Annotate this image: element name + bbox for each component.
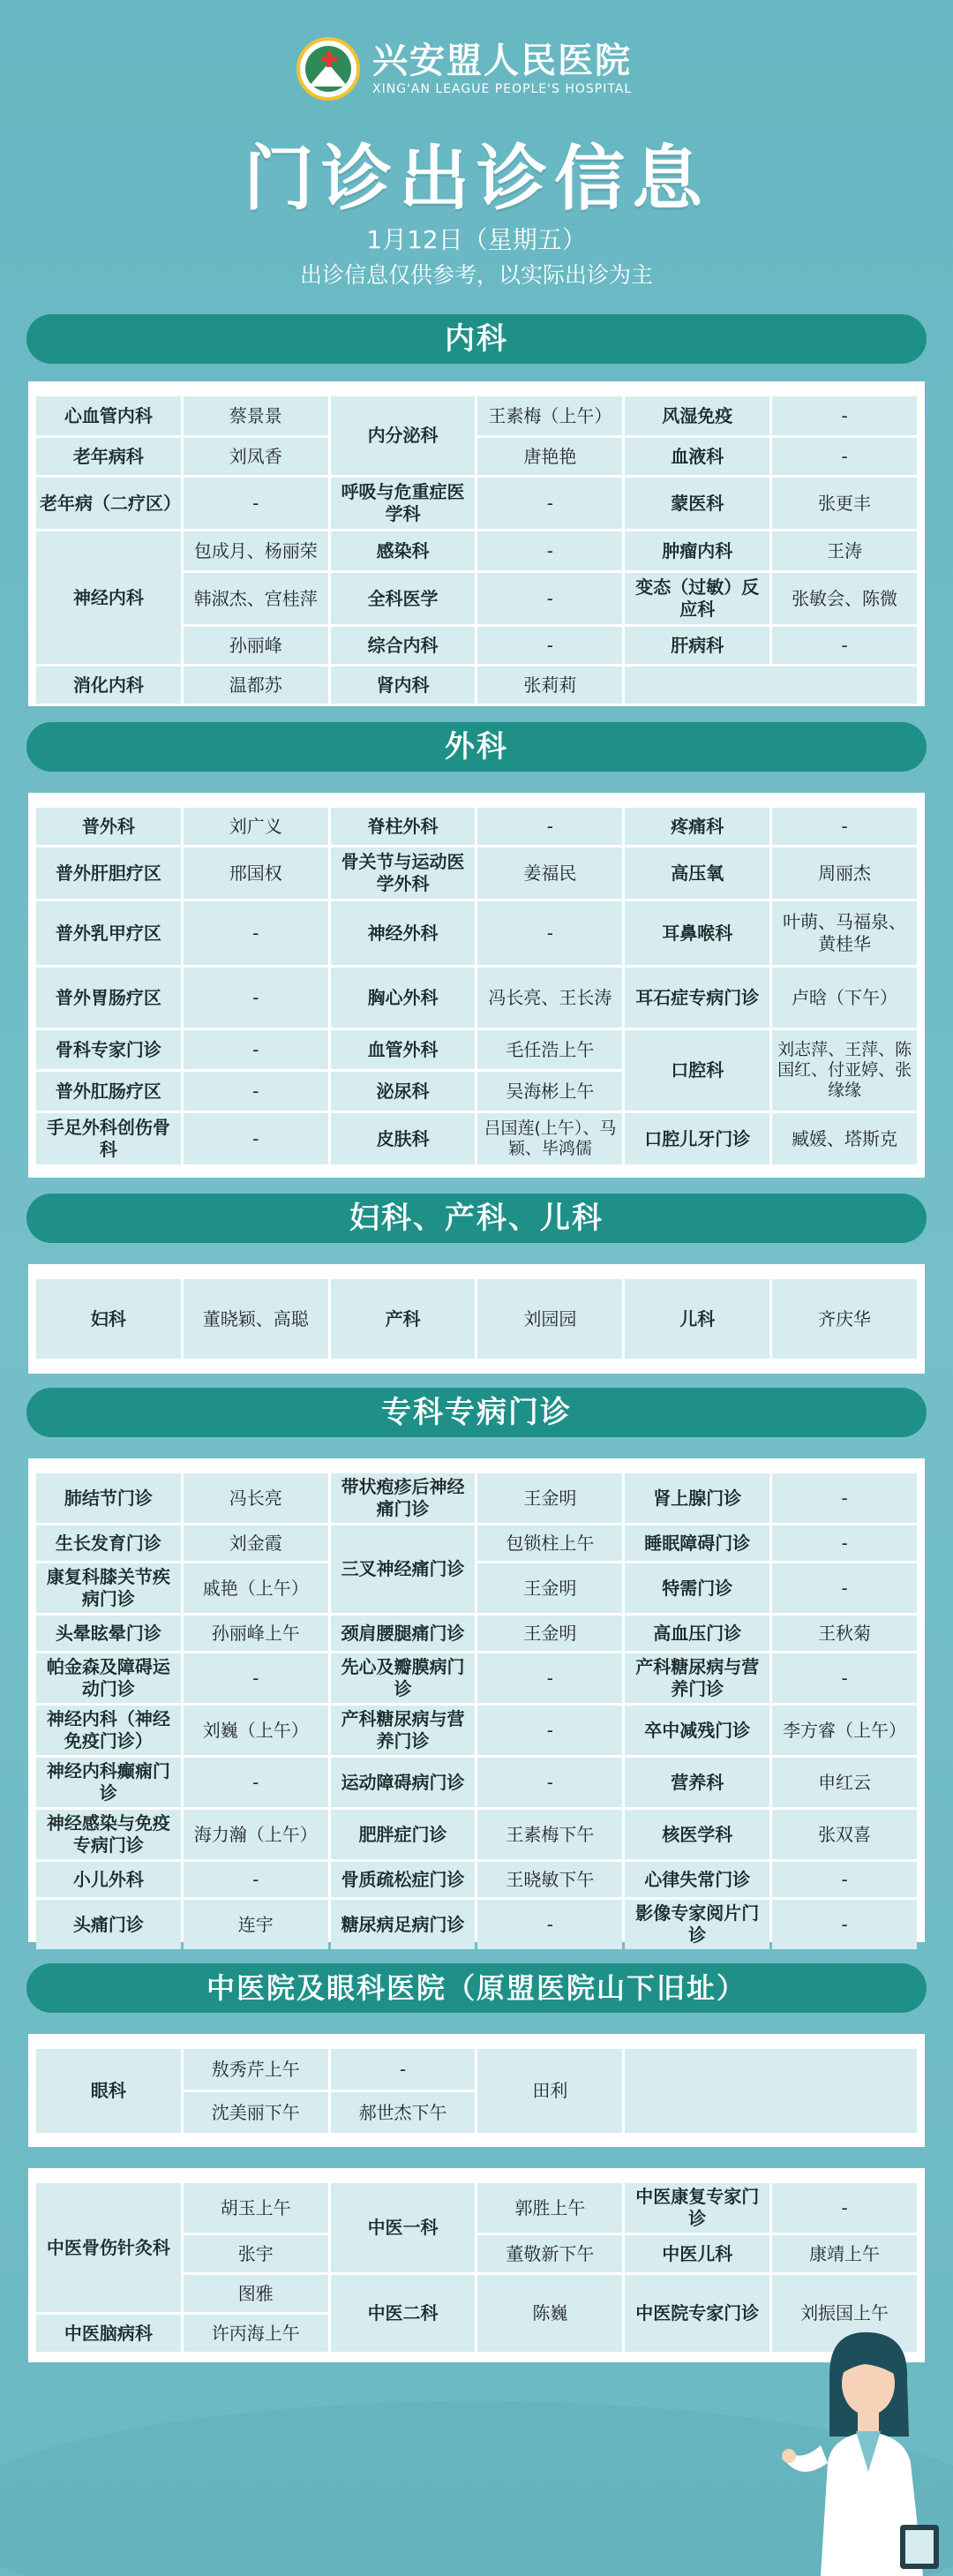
doctor-cell: 温都苏 [184, 667, 328, 704]
doctor-cell: - [477, 1900, 622, 1949]
doctor-cell: - [184, 968, 328, 1028]
dept-cell: 妇科 [36, 1279, 181, 1359]
dept-cell: 骨科专家门诊 [36, 1030, 181, 1069]
dept-cell: 特需门诊 [625, 1563, 769, 1613]
doctor-cell: - [184, 1072, 328, 1111]
dept-cell: 神经内科 [36, 531, 181, 664]
dept-cell: 糖尿病足病门诊 [331, 1900, 476, 1949]
dept-cell: 神经外科 [331, 901, 476, 965]
doctor-cell: - [772, 1563, 917, 1613]
dept-cell: 肥胖症门诊 [331, 1810, 476, 1859]
dept-cell: 蒙医科 [625, 478, 769, 529]
dept-cell: 产科糖尿病与营养门诊 [625, 1653, 769, 1703]
doctor-cell: 王素梅下午 [477, 1810, 622, 1859]
doctor-cell: 姜福民 [477, 847, 622, 899]
dept-cell: 消化内科 [36, 667, 181, 704]
doctor-cell: - [772, 808, 917, 845]
doctor-cell: 康靖上午 [772, 2235, 917, 2272]
dept-cell: 泌尿科 [331, 1072, 476, 1111]
doctor-cell: - [772, 396, 917, 435]
doctor-cell: - [772, 627, 917, 664]
doctor-cell: 刘凤香 [184, 438, 328, 475]
dept-cell: 老年病（二疗区） [36, 478, 181, 529]
hospital-logo-row [296, 34, 632, 104]
doctor-cell: 胡玉上午 [184, 2183, 328, 2233]
dept-cell: 影像专家阅片门诊 [625, 1900, 769, 1949]
doctor-cell: 臧媛、塔斯克 [772, 1113, 917, 1164]
dept-cell: 小儿外科 [36, 1862, 181, 1897]
dept-cell: 头痛门诊 [36, 1900, 181, 1949]
doctor-cell: 刘振国上午 [772, 2275, 917, 2352]
dept-cell: 高压氧 [625, 847, 769, 899]
doctor-cell: - [477, 573, 622, 624]
dept-cell: 中医一科 [331, 2183, 476, 2272]
section-header-fuer: 妇科、产科、儿科 [26, 1194, 927, 1243]
dept-cell: 感染科 [331, 531, 476, 570]
dept-cell: 心血管内科 [36, 396, 181, 435]
doctor-cell: 卢晗（下午） [772, 968, 917, 1028]
doctor-cell: 戚艳（上午） [184, 1563, 328, 1613]
dept-cell: 儿科 [625, 1279, 769, 1359]
doctor-cell: 冯长亮 [184, 1473, 328, 1523]
dept-cell: 耳鼻喉科 [625, 901, 769, 965]
doctor-cell: 连宇 [184, 1900, 328, 1949]
doctor-cell: - [184, 1758, 328, 1807]
doctor-cell: - [477, 1653, 622, 1703]
doctor-cell: - [184, 901, 328, 965]
table-neike [28, 381, 925, 706]
dept-cell: 手足外科创伤骨科 [36, 1113, 181, 1164]
empty-cell [625, 2049, 917, 2133]
table-zhuanke [28, 1458, 925, 1946]
dept-cell: 老年病科 [36, 438, 181, 475]
dept-cell: 血液科 [625, 438, 769, 475]
dept-cell: 先心及瓣膜病门诊 [331, 1653, 476, 1703]
doctor-cell: 王金明 [477, 1473, 622, 1523]
doctor-cell: 包成月、杨丽荣 [184, 531, 328, 570]
doctor-cell: - [772, 438, 917, 475]
dept-cell: 肾内科 [331, 667, 476, 704]
dept-cell: 康复科膝关节疾病门诊 [36, 1563, 181, 1613]
table-fuer [28, 1264, 925, 1374]
hospital-name-en: XING'AN LEAGUE PEOPLE'S HOSPITAL [372, 82, 633, 96]
dept-cell: 神经感染与免疫专病门诊 [36, 1810, 181, 1859]
notice-text: 出诊信息仅供参考，以实际出诊为主 [299, 262, 653, 288]
dept-cell: 呼吸与危重症医学科 [331, 478, 476, 529]
doctor-cell: 叶萌、马福泉、黄桂华 [772, 901, 917, 965]
dept-cell: 产科 [331, 1279, 476, 1359]
hospital-name: 兴安盟人民医院 [372, 41, 632, 81]
doctor-cell: - [184, 1030, 328, 1069]
dept-cell: 风湿免疫 [625, 396, 769, 435]
dept-cell: 骨关节与运动医学外科 [331, 847, 476, 899]
dept-cell: 颈肩腰腿痛门诊 [331, 1616, 476, 1651]
dept-cell: 肺结节门诊 [36, 1473, 181, 1523]
doctor-cell: - [772, 1862, 917, 1897]
doctor-cell: 张双喜 [772, 1810, 917, 1859]
dept-cell: 高血压门诊 [625, 1616, 769, 1651]
dept-cell: 皮肤科 [331, 1113, 476, 1164]
dept-cell: 睡眠障碍门诊 [625, 1525, 769, 1561]
dept-cell: 中医二科 [331, 2275, 476, 2352]
hospital-logo-icon [296, 37, 360, 101]
dept-cell: 变态（过敏）反应科 [625, 573, 769, 624]
doctor-cell: 毛任浩上午 [477, 1030, 622, 1069]
doctor-cell: - [477, 531, 622, 570]
doctor-cell: 敖秀芹上午 [184, 2049, 328, 2090]
doctor-cell: 王涛 [772, 531, 917, 570]
dept-cell: 综合内科 [331, 627, 476, 664]
doctor-cell: 孙丽峰上午 [184, 1616, 328, 1651]
section-header-waike: 外科 [26, 722, 927, 772]
doctor-cell: 王秋菊 [772, 1616, 917, 1651]
doctor-cell: 董敬新下午 [477, 2235, 622, 2272]
dept-cell: 普外肝胆疗区 [36, 847, 181, 899]
dept-cell: 核医学科 [625, 1810, 769, 1859]
dept-cell: 中医儿科 [625, 2235, 769, 2272]
empty-cell [625, 667, 917, 704]
dept-cell: 运动障碍病门诊 [331, 1758, 476, 1807]
header [0, 0, 953, 305]
section-header-zhuanke: 专科专病门诊 [26, 1388, 927, 1437]
doctor-cell: - [772, 1653, 917, 1703]
dept-cell: 普外胃肠疗区 [36, 968, 181, 1028]
table-yanke [28, 2034, 925, 2147]
section-header-neike: 内科 [26, 314, 927, 364]
dept-cell: 营养科 [625, 1758, 769, 1807]
dept-cell: 中医院专家门诊 [625, 2275, 769, 2352]
dept-cell: 神经内科癫痫门诊 [36, 1758, 181, 1807]
section-header-zhongyi: 中医院及眼科医院（原盟医院山下旧址） [26, 1963, 927, 2013]
doctor-cell: - [477, 627, 622, 664]
doctor-cell: 吕国莲(上午）、马颖、毕鸿儒 [477, 1113, 622, 1164]
doctor-cell: 张莉莉 [477, 667, 622, 704]
dept-cell: 生长发育门诊 [36, 1525, 181, 1561]
doctor-cell: 陈巍 [477, 2275, 622, 2352]
doctor-cell: 王素梅（上午） [477, 396, 622, 435]
doctor-cell: 郝世杰下午 [331, 2092, 476, 2133]
dept-cell: 神经内科（神经免疫门诊） [36, 1706, 181, 1755]
doctor-cell: 张敏会、陈微 [772, 573, 917, 624]
dept-cell: 肾上腺门诊 [625, 1473, 769, 1523]
doctor-cell: 海力瀚（上午） [184, 1810, 328, 1859]
doctor-cell: - [184, 1862, 328, 1897]
doctor-cell: 孙丽峰 [184, 627, 328, 664]
doctor-cell: 王晓敏下午 [477, 1862, 622, 1897]
dept-cell: 脊柱外科 [331, 808, 476, 845]
doctor-cell: 刘广义 [184, 808, 328, 845]
doctor-cell: - [772, 2183, 917, 2233]
dept-cell: 心律失常门诊 [625, 1862, 769, 1897]
dept-cell: 中医康复专家门诊 [625, 2183, 769, 2233]
doctor-cell: - [772, 1525, 917, 1561]
dept-cell: 口腔儿牙门诊 [625, 1113, 769, 1164]
dept-cell: 胸心外科 [331, 968, 476, 1028]
doctor-cell: 邢国权 [184, 847, 328, 899]
doctor-cell: - [772, 1473, 917, 1523]
doctor-cell: 张宇 [184, 2235, 328, 2272]
doctor-cell: 图雅 [184, 2275, 328, 2312]
doctor-cell: 刘巍（上午） [184, 1706, 328, 1755]
dept-cell: 疼痛科 [625, 808, 769, 845]
dept-cell: 三叉神经痛门诊 [331, 1525, 476, 1613]
date-label: 1月12日（星期五） [366, 225, 587, 254]
page-title: 门诊出诊信息 [244, 138, 709, 220]
doctor-cell: - [331, 2049, 476, 2090]
doctor-cell: 韩淑杰、宫桂萍 [184, 573, 328, 624]
doctor-cell: 沈美丽下午 [184, 2092, 328, 2133]
dept-cell: 血管外科 [331, 1030, 476, 1069]
dept-cell: 耳石症专病门诊 [625, 968, 769, 1028]
table-waike [28, 793, 925, 1178]
dept-cell: 普外肛肠疗区 [36, 1072, 181, 1111]
doctor-cell: - [477, 1706, 622, 1755]
dept-cell: 眼科 [36, 2049, 181, 2133]
dept-cell: 中医脑病科 [36, 2315, 181, 2352]
doctor-cell: 齐庆华 [772, 1279, 917, 1359]
doctor-cell: - [184, 1113, 328, 1164]
dept-cell: 带状疱疹后神经痛门诊 [331, 1473, 476, 1523]
doctor-cell: 申红云 [772, 1758, 917, 1807]
doctor-cell: - [477, 901, 622, 965]
doctor-cell: 田利 [477, 2049, 622, 2133]
doctor-cell: - [184, 1653, 328, 1703]
doctor-cell: 许丙海上午 [184, 2315, 328, 2352]
doctor-cell: 吴海彬上午 [477, 1072, 622, 1111]
dept-cell: 口腔科 [625, 1030, 769, 1111]
doctor-cell: - [184, 478, 328, 529]
doctor-cell: 周丽杰 [772, 847, 917, 899]
dept-cell: 头晕眩晕门诊 [36, 1616, 181, 1651]
nurse-illustration-icon [777, 2313, 953, 2576]
dept-cell: 肿瘤内科 [625, 531, 769, 570]
dept-cell: 帕金森及障碍运动门诊 [36, 1653, 181, 1703]
doctor-cell: 王金明 [477, 1616, 622, 1651]
dept-cell: 内分泌科 [331, 396, 476, 475]
doctor-cell: 董晓颖、高聪 [184, 1279, 328, 1359]
doctor-cell: 蔡景景 [184, 396, 328, 435]
doctor-cell: - [477, 808, 622, 845]
dept-cell: 普外乳甲疗区 [36, 901, 181, 965]
doctor-cell: - [772, 1900, 917, 1949]
dept-cell: 产科糖尿病与营养门诊 [331, 1706, 476, 1755]
doctor-cell: 冯长亮、王长涛 [477, 968, 622, 1028]
doctor-cell: 刘园园 [477, 1279, 622, 1359]
doctor-cell: 郭胜上午 [477, 2183, 622, 2233]
dept-cell: 普外科 [36, 808, 181, 845]
doctor-cell: 唐艳艳 [477, 438, 622, 475]
doctor-cell: 李方睿（上午） [772, 1706, 917, 1755]
doctor-cell: 刘志萍、王萍、陈国红、付亚婷、张缘缘 [772, 1030, 917, 1111]
doctor-cell: - [477, 1758, 622, 1807]
doctor-cell: 刘金霞 [184, 1525, 328, 1561]
doctor-cell: 包锁柱上午 [477, 1525, 622, 1561]
doctor-cell: - [477, 478, 622, 529]
doctor-cell: 张更丰 [772, 478, 917, 529]
doctor-cell: 王金明 [477, 1563, 622, 1613]
dept-cell: 肝病科 [625, 627, 769, 664]
dept-cell: 卒中减残门诊 [625, 1706, 769, 1755]
dept-cell: 中医骨伤针灸科 [36, 2183, 181, 2312]
dept-cell: 骨质疏松症门诊 [331, 1862, 476, 1897]
dept-cell: 全科医学 [331, 573, 476, 624]
